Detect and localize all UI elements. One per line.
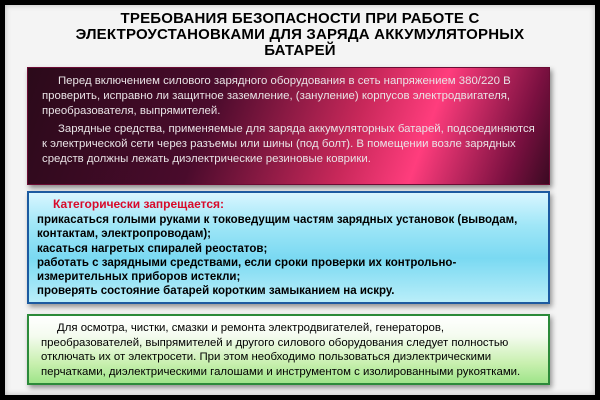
general-paragraph-2: Зарядные средства, применяемые для заряда аккумуляторных батарей, подсоединяются к электрической сети через разъемы или шины (под болт). В помещении возле зарядных средств должны лежать диэлектрические резиновые коврики. — [42, 123, 535, 165]
prohibited-item: касаться нагретых спиралей реостатов; — [37, 242, 268, 255]
prohibited-heading: Категорически запрещается: — [53, 197, 225, 211]
prohibited-actions-block — [27, 191, 550, 304]
poster-title — [25, 11, 575, 59]
title-line-2: ЭЛЕКТРОУСТАНОВКАМИ ДЛЯ ЗАРЯДА АККУМУЛЯТОРНЫХ — [75, 26, 525, 43]
general-requirements-block — [27, 67, 550, 185]
title-line-3: БАТАРЕЙ — [264, 42, 336, 59]
prohibited-item: проверять состояние батарей коротким замыканием на искру. — [37, 285, 395, 298]
maintenance-text: Для осмотра, чистки, смазки и ремонта электродвигателей, генераторов, преобразователей, выпрямителей и другого силового оборудования следует полностью отключать их от электросети. При этом необходимо пользоваться диэлектрическими перчатками, диэлектрическими галошами и инструментом с изолированными рукоятками. — [41, 322, 521, 378]
general-paragraph-1: Перед включением силового зарядного оборудования в сеть напряжением 380/220 В проверить, исправно ли защитное заземление, (зануление) корпусов электродвигателя, преобразователя, выпрямителей. — [42, 75, 511, 117]
prohibited-item: работать с зарядными средствами, если сроки проверки их контрольно-измерительных приборов истекли; — [37, 256, 457, 284]
prohibited-item: прикасаться голыми руками к токоведущим частям зарядных установок (выводам, контактам, электропроводам); — [37, 214, 518, 241]
title-line-1: ТРЕБОВАНИЯ БЕЗОПАСНОСТИ ПРИ РАБОТЕ С — [120, 10, 480, 27]
maintenance-block — [27, 314, 550, 385]
